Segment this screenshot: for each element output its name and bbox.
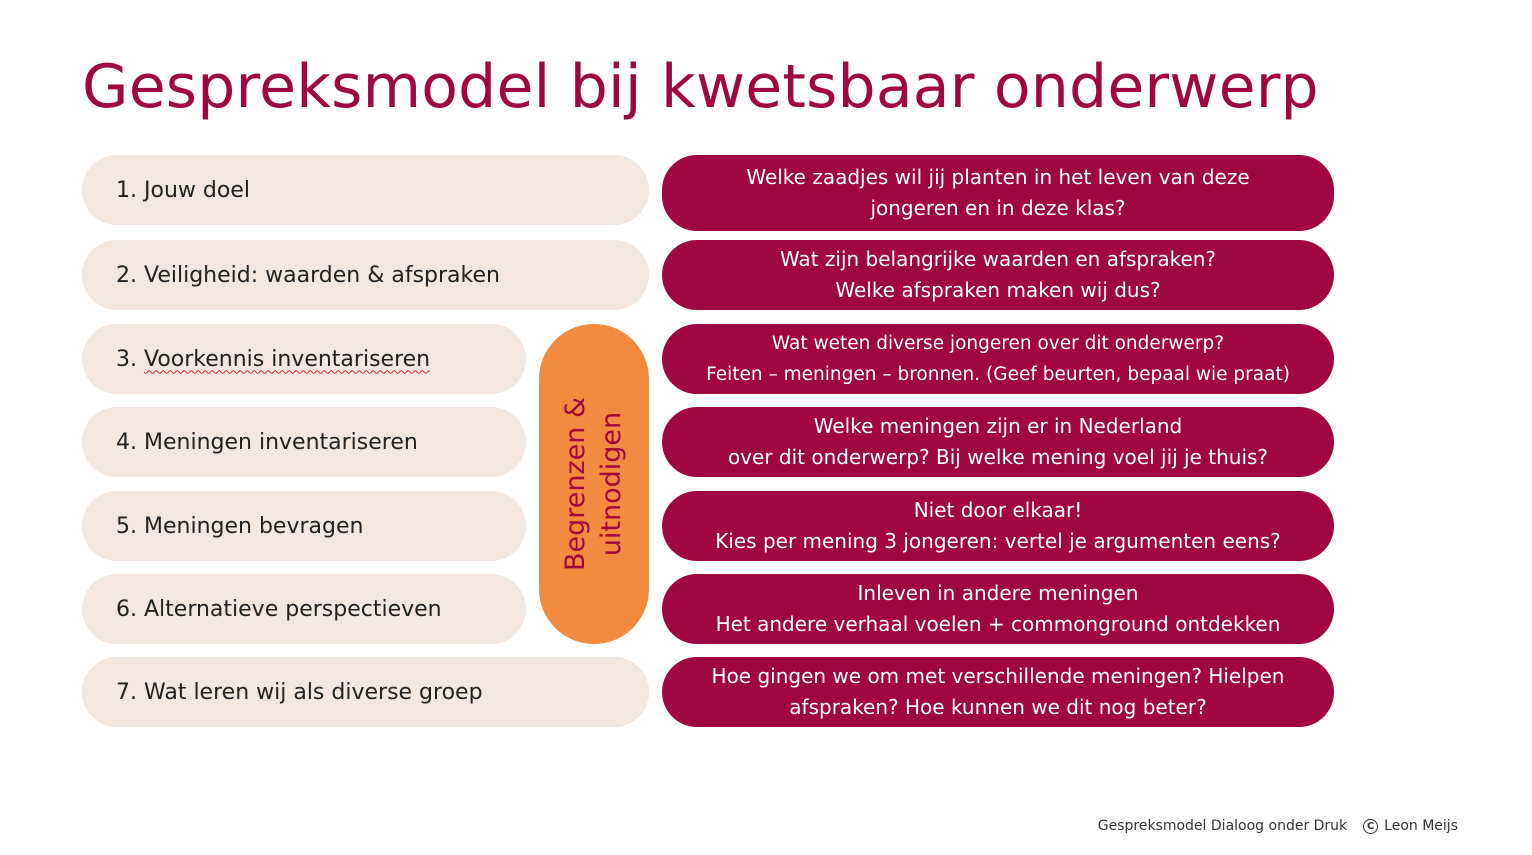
step-label: Veiligheid: waarden & afspraken [144,262,500,288]
question-line1: Hoe gingen we om met verschillende meningen? Hielpen [711,664,1285,688]
question-6 [662,574,1334,644]
question-1 [662,155,1334,231]
step-number: 5. [116,513,137,539]
question-line1: Welke meningen zijn er in Nederland [813,414,1183,438]
question-line1: Welke zaadjes wil jij planten in het leven van deze [746,165,1250,189]
step-3 [82,324,526,394]
footer-author: Leon Meijs [1384,818,1458,834]
question-5 [662,491,1334,561]
step-label: Jouw doel [144,177,250,203]
step-label: Meningen inventariseren [144,429,418,455]
question-line2: jongeren en in deze klas? [870,196,1126,220]
question-line1: Inleven in andere meningen [857,581,1139,605]
question-line1: Niet door elkaar! [913,498,1083,522]
step-2 [82,240,649,310]
question-2 [662,240,1334,310]
step-7 [82,657,649,727]
side-label-pill [539,324,649,644]
question-7 [662,657,1334,727]
side-label-line2: uitnodigen [596,411,627,557]
question-line2: Feiten – meningen – bronnen. (Geef beurten, bepaal wie praat) [706,364,1290,385]
copyright-icon: C [1363,819,1378,834]
footer-text: Gespreksmodel Dialoog onder Druk [1097,818,1348,834]
step-number: 4. [116,429,137,455]
question-line2: Het andere verhaal voelen + commonground ontdekken [715,612,1281,636]
step-label: Alternatieve perspectieven [144,596,442,622]
question-line2: Welke afspraken maken wij dus? [835,278,1161,302]
step-5 [82,491,526,561]
question-line1: Wat weten diverse jongeren over dit onderwerp? [771,333,1225,354]
step-6 [82,574,526,644]
step-label: Meningen bevragen [144,513,364,539]
side-label [558,397,630,571]
step-number: 6. [116,596,137,622]
step-label: Wat leren wij als diverse groep [144,679,483,705]
page-title: Gespreksmodel bij kwetsbaar onderwerp [82,52,1319,122]
step-4 [82,407,526,477]
step-number: 2. [116,262,137,288]
question-line2: afspraken? Hoe kunnen we dit nog beter? [789,695,1207,719]
question-3 [662,324,1334,394]
question-line1: Wat zijn belangrijke waarden en afspraken? [779,247,1217,271]
step-number: 1. [116,177,137,203]
step-1 [82,155,649,225]
question-line2: Kies per mening 3 jongeren: vertel je argumenten eens? [715,529,1281,553]
step-number: 3. [116,346,137,372]
question-line2: over dit onderwerp? Bij welke mening voel jij je thuis? [727,445,1269,469]
step-number: 7. [116,679,137,705]
step-label: Voorkennis inventariseren [144,346,431,372]
question-4 [662,407,1334,477]
side-label-line1: Begrenzen & [560,396,591,572]
footer [1098,818,1458,834]
